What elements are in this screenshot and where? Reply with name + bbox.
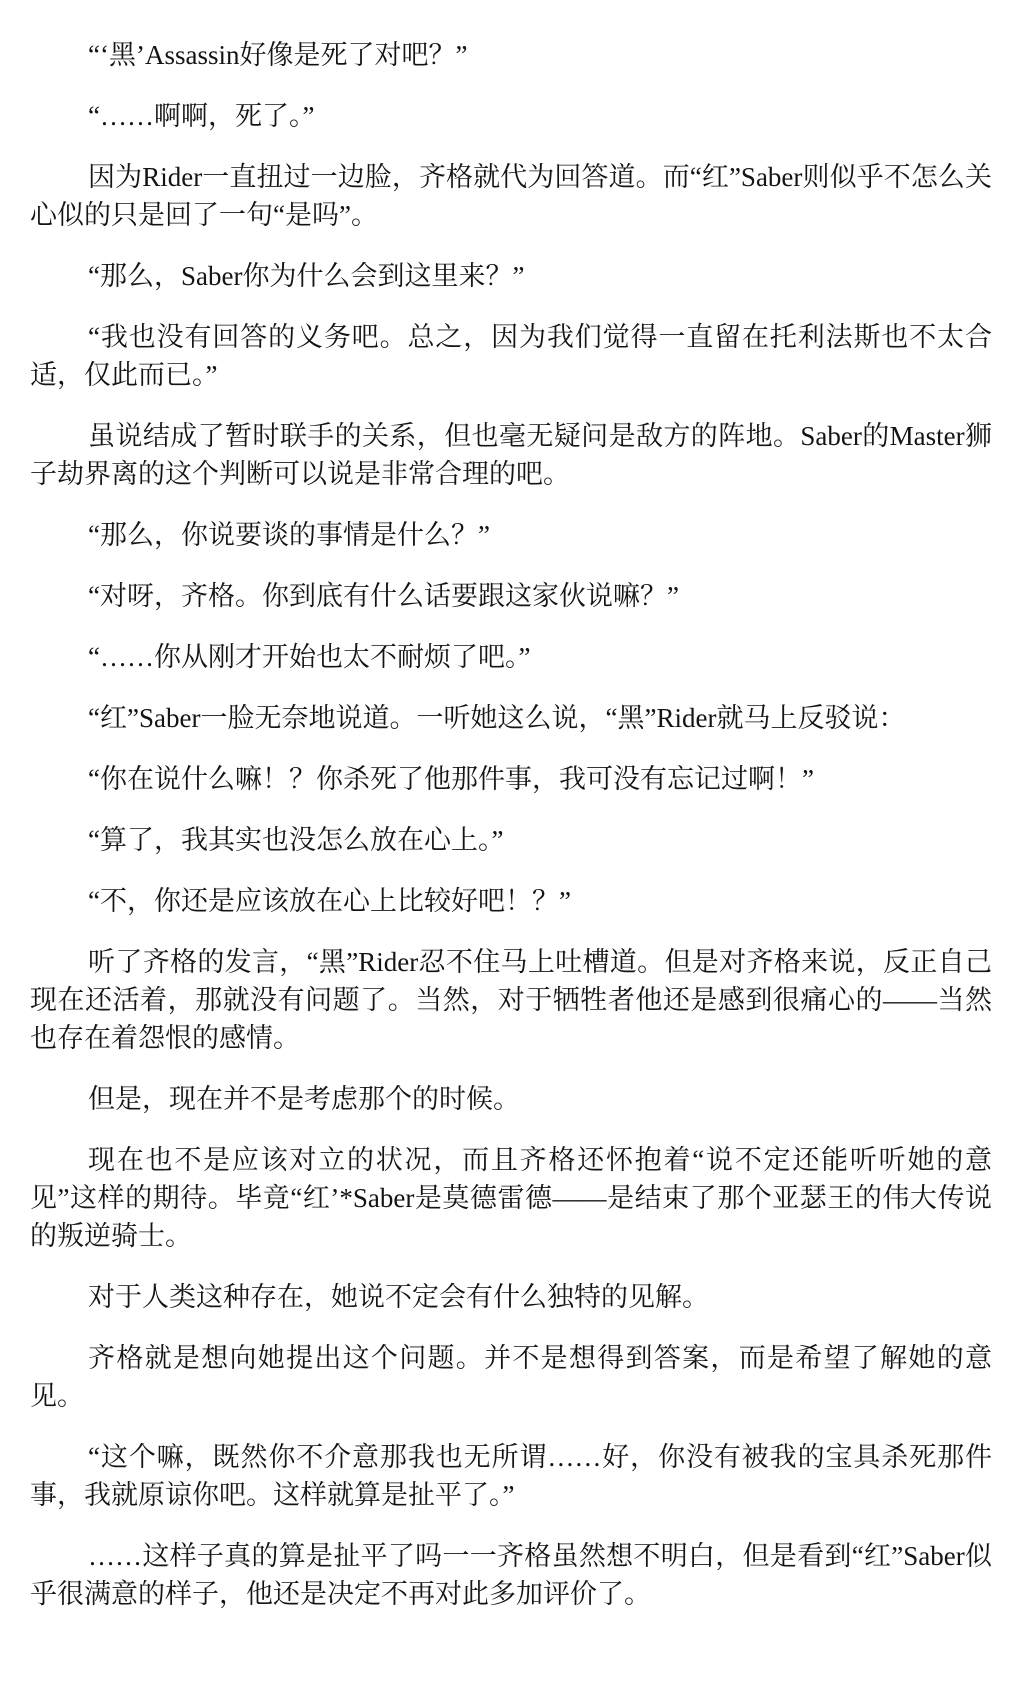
paragraph: “……你从刚才开始也太不耐烦了吧。” <box>88 642 531 672</box>
paragraph: 齐格就是想向她提出这个问题。并不是想得到答案，而是希望了解她的意见。 <box>30 1343 992 1411</box>
paragraph: 虽说结成了暂时联手的关系，但也毫无疑问是敌方的阵地。Saber的Master狮子劫界离的这个判断可以说是非常合理的吧。 <box>30 421 992 489</box>
paragraph: “不，你还是应该放在心上比较好吧！？” <box>88 886 572 916</box>
paragraph: “那么，你说要谈的事情是什么？” <box>88 520 491 550</box>
paragraph: 听了齐格的发言，“黑”Rider忍不住马上吐槽道。但是对齐格来说，反正自己现在还活着，那就没有问题了。当然，对于牺牲者他还是感到很痛心的——当然也存在着怨恨的感情。 <box>30 947 992 1053</box>
paragraph: 因为Rider一直扭过一边脸，齐格就代为回答道。而“红”Saber则似乎不怎么关心似的只是回了一句“是吗”。 <box>30 162 992 230</box>
paragraph: 现在也不是应该对立的状况，而且齐格还怀抱着“说不定还能听听她的意见”这样的期待。毕竟“红’*Saber是莫德雷德——是结束了那个亚瑟王的伟大传说的叛逆骑士。 <box>30 1145 992 1251</box>
paragraph: “红”Saber一脸无奈地说道。一听她这么说，“黑”Rider就马上反驳说： <box>88 703 906 733</box>
paragraph: “‘黑’Assassin好像是死了对吧？” <box>88 40 468 70</box>
paragraph: “算了，我其实也没怎么放在心上。” <box>88 825 504 855</box>
paragraph: “对呀，齐格。你到底有什么话要跟这家伙说嘛？” <box>88 581 680 611</box>
paragraph: ……这样子真的算是扯平了吗一一齐格虽然想不明白，但是看到“红”Saber似乎很满意的样子，他还是决定不再对此多加评价了。 <box>30 1541 992 1609</box>
paragraph: 但是，现在并不是考虑那个的时候。 <box>88 1084 521 1114</box>
paragraph: “这个嘛，既然你不介意那我也无所谓……好，你没有被我的宝具杀死那件事，我就原谅你吧。这样就算是扯平了。” <box>30 1442 992 1510</box>
paragraph: 对于人类这种存在，她说不定会有什么独特的见解。 <box>88 1282 710 1312</box>
paragraph: “你在说什么嘛！？你杀死了他那件事，我可没有忘记过啊！” <box>88 764 815 794</box>
paragraph: “……啊啊，死了。” <box>88 101 315 131</box>
paragraph: “我也没有回答的义务吧。总之，因为我们觉得一直留在托利法斯也不太合适，仅此而已。” <box>30 322 992 390</box>
paragraph: “那么，Saber你为什么会到这里来？” <box>88 261 525 291</box>
